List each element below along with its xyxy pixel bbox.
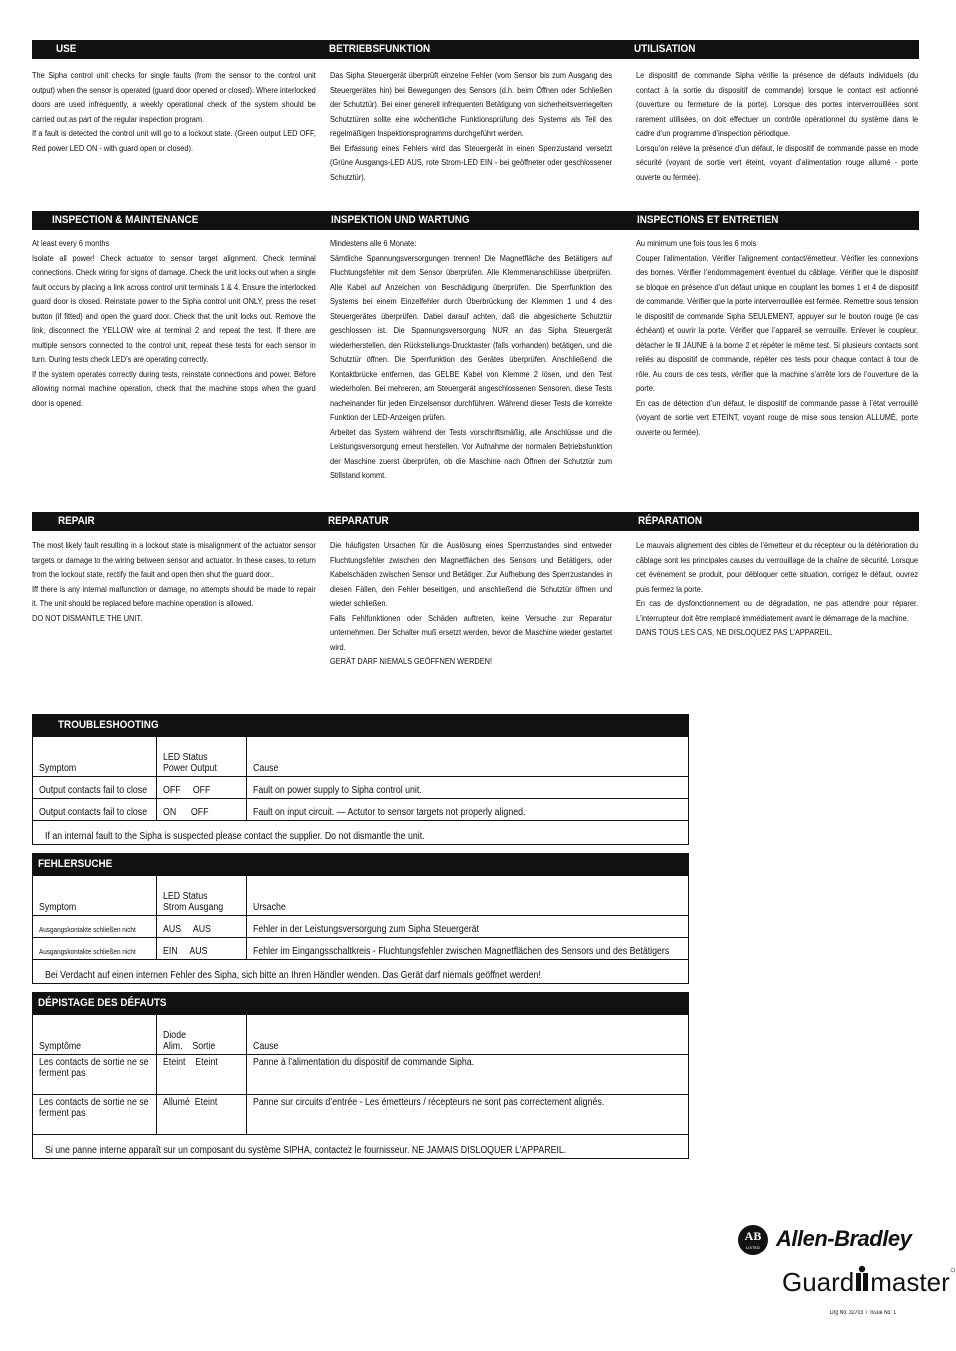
led-cell: EIN AUS bbox=[157, 938, 247, 960]
repair-header-en: REPAIR bbox=[58, 515, 95, 527]
table-row bbox=[33, 777, 689, 799]
table-row bbox=[33, 916, 689, 938]
table-header-led: LED Status Power Output bbox=[157, 737, 247, 777]
repair-text-fr: Le mauvais alignement des cibles de l’émetteur et du récepteur ou la détérioration du câblage sont les principales causes du verrouillage de la chaîne de sécurité. Lorsque cet événement se produit, pour débloquer cette situation, corrigez le défaut, ouvrez puis fermez la porte. En cas de dysfonctionnement ou de dégradation, ne pas attendre pour réparer. L’interrupteur doit être remplacé immédiatement avant le démarrage de la machine. DANS TOUS LES CAS, NE DISLOQUEZ PAS L’APPAREIL. bbox=[636, 540, 919, 637]
led-cell: OFF OFF bbox=[157, 777, 247, 799]
ab-badge bbox=[738, 1225, 768, 1255]
symptom-cell: Ausgangskontakte schließen nicht bbox=[33, 938, 157, 960]
inspection-text-en: At least every 6 months Isolate all power! Check actuator to sensor target alignment. Check terminal connections. Check wiring for signs of damage. Check the unit locks out when a single fault occurs by placing a link across control unit terminals 1 & 4. Ensure the interlocked guard door is closed. Reinstate power to the Sipha control unit ONLY, press the reset button (if fitted) and open the guard door. Check that the unit locks out. Remove the link, disconnect the YELLOW wire at terminal 2 and repeat the test. If there are multiple sensors connected to the control unit, repeat these tests for each sensor in turn. During tests check LED’s are operating correctly. If the system operates correctly during tests, reinstate connections and power. Before allowing normal machine operation, check that the machine stops when the guard door is opened. bbox=[32, 238, 316, 408]
inspection-header-en: INSPECTION & MAINTENANCE bbox=[52, 214, 199, 226]
guardmaster-logo-part1: Guard bbox=[782, 1267, 855, 1297]
cause-cell: Panne sur circuits d’entrée - Les émetteurs / récepteurs ne sont pas correctement alignés. bbox=[247, 1095, 689, 1135]
repair-header-de: REPARATUR bbox=[328, 515, 389, 527]
ab-badge-subtext: LISTED bbox=[745, 1245, 760, 1250]
allen-bradley-logo: Allen-Bradley bbox=[776, 1226, 912, 1251]
table-row bbox=[33, 1055, 689, 1095]
led-cell: Allumé Eteint bbox=[157, 1095, 247, 1135]
use-header-fr: UTILISATION bbox=[634, 43, 696, 55]
table-header-cause: Cause bbox=[247, 1015, 689, 1055]
table-header-led: LED Status Strom Ausgang bbox=[157, 876, 247, 916]
led-cell: Eteint Eteint bbox=[157, 1055, 247, 1095]
inspection-header-fr: INSPECTIONS ET ENTRETIEN bbox=[637, 214, 779, 226]
symptom-cell: Les contacts de sortie ne se ferment pas bbox=[33, 1055, 157, 1095]
cause-cell: Fault on input circuit. — Actutor to sensor targets not properly aligned. bbox=[247, 799, 689, 821]
guardmaster-logo-part2: master bbox=[870, 1267, 950, 1297]
table-header-cause: Ursache bbox=[247, 876, 689, 916]
symptom-cell: Les contacts de sortie ne se ferment pas bbox=[33, 1095, 157, 1135]
depistage-table bbox=[32, 992, 689, 1159]
depistage-title-bar bbox=[32, 992, 689, 1014]
drawing-number: Drg No: 32703 / Issue No: 1 bbox=[830, 1310, 897, 1316]
fehlersuche-title: FEHLERSUCHE bbox=[38, 858, 113, 870]
guardmaster-logo bbox=[782, 1265, 956, 1298]
repair-text-de: Die häufigsten Ursachen für die Auslösung eines Sperrzustandes sind entweder Fluchtungsfehler zwischen den Magnetflächen des Sensors und Betätigers, oder Kabelschäden zwischen Sensor und Betätiger. Zur Aufhebung des Sperrzustandes in diesen Fällen, den Fehler beseitigen, und anschließend die Schutztür öffnen und wieder schließen. Falls Fehlfunktionen oder Schäden auftreten, keine Versuche zur Reparatur unternehmen. Der Schalter muß ersetzt werden, bevor die Maschine wieder gestartet wird. GERÄT DARF NIEMALS GEÖFFNEN WERDEN! bbox=[330, 540, 613, 666]
use-header-de: BETRIEBSFUNKTION bbox=[329, 43, 431, 55]
table-header-cause: Cause bbox=[247, 737, 689, 777]
use-header-bar bbox=[32, 40, 919, 59]
fehlersuche-title-bar bbox=[32, 853, 689, 875]
led-cell: AUS AUS bbox=[157, 916, 247, 938]
table-row bbox=[33, 938, 689, 960]
guardmaster-figure-icon bbox=[854, 1265, 870, 1293]
inspection-text-de: Mindestens alle 6 Monate: Sämtliche Spannungsversorgungen trennen! Die Magnetfläche des Betätigers auf Fluchtungsfehler mit dem Sensor überprüfen. Alle Klemmenanschlüsse überprüfen. Alle Kabel auf Anzeichen von Beschädigung überprüfen. Die Sperrfunktion des Systems bei einem Einzelfehler durch Überbrückung der Klemmen 1 und 4 des Steuergerätes überprüfen. Dabei darauf achten, daß die abgesicherte Schutztür geschlossen ist. Die Spannungsversorgung NUR an das Sipha Steuergerät wiederherstellen, den Rückstellungs-Drucktaster (falls vorhanden) betätigen, und die Schutztür öffnen. Die Sperrfunktion des Gerätes überprüfen. Anschließend die Kontaktbrücke entfernen, das GELBE Kabel von Klemme 2 lösen, und den Test wiederholen. Bei mehreren, am Steuergerät angeschlossenen Sensoren, diese Tests nacheinander für jeden Einzelsensor durchführen. Während dieser Tests die korrekte Funktion der LED-Anzeigen prüfen. Arbeitet das System während der Tests vorschriftsmäßig, alle Anschlüsse und die Leistungsversorgung erneut herstellen. Vor Aufnahme der normalen Betriebsfunktion der Maschine zuerst überprüfen, ob die Maschine nach Öffnen der Schutztür zum Stillstand kommt. bbox=[330, 238, 613, 480]
table-header-symptom: Symptom bbox=[33, 737, 157, 777]
fehlersuche-table bbox=[32, 853, 689, 984]
table-header-symptom: Symptom bbox=[33, 876, 157, 916]
table-note: Si une panne interne apparaît sur un composant du système SIPHA, contactez le fournisseur. NE JAMAIS DISLOQUER L’APPAREIL. bbox=[33, 1135, 689, 1159]
use-text-de: Das Sipha Steuergerät überprüft einzelne Fehler (vom Sensor bis zum Ausgang des Steuergerätes hin) bei Bewegungen des Sensors (d.h. beim Öffnen oder Schließen der Schutztür). Bei einer generell infrequenten Betätigung von sicherheitsverriegelten Schutztüren sollte eine wöchentliche Funktionsprüfung des Systems als Teil des regelmäßigen Inspektionsprogramms durchgeführt werden. Bei Erfassung eines Fehlers wird das Steuergerät in einen Sperrzustand versetzt (Grüne Ausgangs-LED AUS, rote Strom-LED EIN - bei geöffneter oder geschlossener Schutztür). bbox=[330, 70, 613, 182]
cause-cell: Fehler in der Leistungsversorgung zum Sipha Steuergerät bbox=[247, 916, 689, 938]
use-text-en: The Sipha control unit checks for single faults (from the sensor to the control unit output) when the sensor is operated (guard door opened or closed). Where interlocked doors are used infrequently, a weekly operational check of the system should be carried out as part of the regular inspection program. If a fault is detected the control unit will go to a lockout state. (Green output LED OFF, Red power LED ON - with guard open or closed). bbox=[32, 70, 316, 153]
symptom-cell: Ausgangskontakte schließen nicht bbox=[33, 916, 157, 938]
table-header-led: Diode Alim. Sortie bbox=[157, 1015, 247, 1055]
troubleshooting-title: TROUBLESHOOTING bbox=[58, 719, 159, 731]
repair-header-bar bbox=[32, 512, 919, 531]
symptom-cell: Output contacts fail to close bbox=[33, 799, 157, 821]
ab-badge-text: AB bbox=[744, 1229, 762, 1243]
repair-header-fr: RÉPARATION bbox=[638, 515, 702, 527]
troubleshooting-table bbox=[32, 714, 689, 845]
table-row bbox=[33, 1095, 689, 1135]
cause-cell: Fault on power supply to Sipha control unit. bbox=[247, 777, 689, 799]
table-note: Bei Verdacht auf einen internen Fehler des Sipha, sich bitte an Ihren Händler wenden. Das Gerät darf niemals geöffnet werden! bbox=[33, 960, 689, 984]
depistage-title: DÉPISTAGE DES DÉFAUTS bbox=[38, 997, 167, 1009]
table-note: If an internal fault to the Sipha is suspected please contact the supplier. Do not dismantle the unit. bbox=[33, 821, 689, 845]
symptom-cell: Output contacts fail to close bbox=[33, 777, 157, 799]
cause-cell: Panne à l’alimentation du dispositif de commande Sipha. bbox=[247, 1055, 689, 1095]
inspection-text-fr: Au minimum une fois tous les 6 mois Couper l’alimentation. Vérifier l’alignement contact/émetteur. Vérifier les connexions des bornes. Vérifier l’endommagement éventuel du câblage. Vérifier que le dispositif se bloque en présence d’un défaut unique en couplant les bornes 1 et 4 de dispositif de commande. Vérifier que la porte interverrouillée est fermée. Remettre sous tension le dispositif de commande Sipha SEULEMENT, appuyer sur le bouton rouge (le cas échéant) et ouvrir la porte. Vérifier que l’appareil se verrouille. Enlever le coupleur, détacher le fil JAUNE à la borne 2 et répéter le même test. Si plusieurs contacts sont reliés au dispositif de commande, répéter ces tests pour chaque contact à tour de rôle. Au cours de ces tests, vérifier que la machine s’arrête lors de l’ouverture de la porte. En cas de détection d’un défaut, le dispositif de commande passe à l’état verrouillé (voyant de sortie vert ETEINT, voyant rouge de mise sous tension ALLUMÉ, porte ouverte ou fermée). bbox=[636, 238, 919, 437]
use-text-fr: Le dispositif de commande Sipha vérifie la présence de défauts individuels (du contact à la sortie du dispositif de commande) lorsque le contact est actionné (ouverture ou fermeture de la porte). Lorsque des portes interverrouillées sont rarement utilisées, on doit effectuer un contrôle opérationnel du système dans le cadre d’un programme d’inspection périodique. Lorsqu’on relève la présence d’un défaut, le dispositif de commande passe en mode sécurité (voyant de sortie vert éteint, voyant d’alimentation rouge allumé - porte ouverte ou fermée). bbox=[636, 70, 919, 182]
table-row bbox=[33, 799, 689, 821]
inspection-header-bar bbox=[32, 211, 919, 230]
troubleshooting-title-bar bbox=[32, 714, 689, 736]
use-header-en: USE bbox=[56, 43, 77, 55]
inspection-header-de: INSPEKTION UND WARTUNG bbox=[331, 214, 470, 226]
led-cell: ON OFF bbox=[157, 799, 247, 821]
table-header-symptom: Symptôme bbox=[33, 1015, 157, 1055]
repair-text-en: The most likely fault resulting in a lockout state is misalignment of the actuator sensor targets or damage to the wiring between sensor and actuator. In these cases, to return from the lockout state, rectify the fault and open then shut the guard door.. Iff there is any internal malfunction or damage, no attempts should be made to repair it. The unit should be replaced before machine operation is allowed. DO NOT DISMANTLE THE UNIT. bbox=[32, 540, 316, 623]
registered-mark-icon: ○ bbox=[949, 1265, 956, 1276]
cause-cell: Fehler im Eingangsschaltkreis - Fluchtungsfehler zwischen Magnetflächen des Sensors und des Betätigers bbox=[247, 938, 689, 960]
